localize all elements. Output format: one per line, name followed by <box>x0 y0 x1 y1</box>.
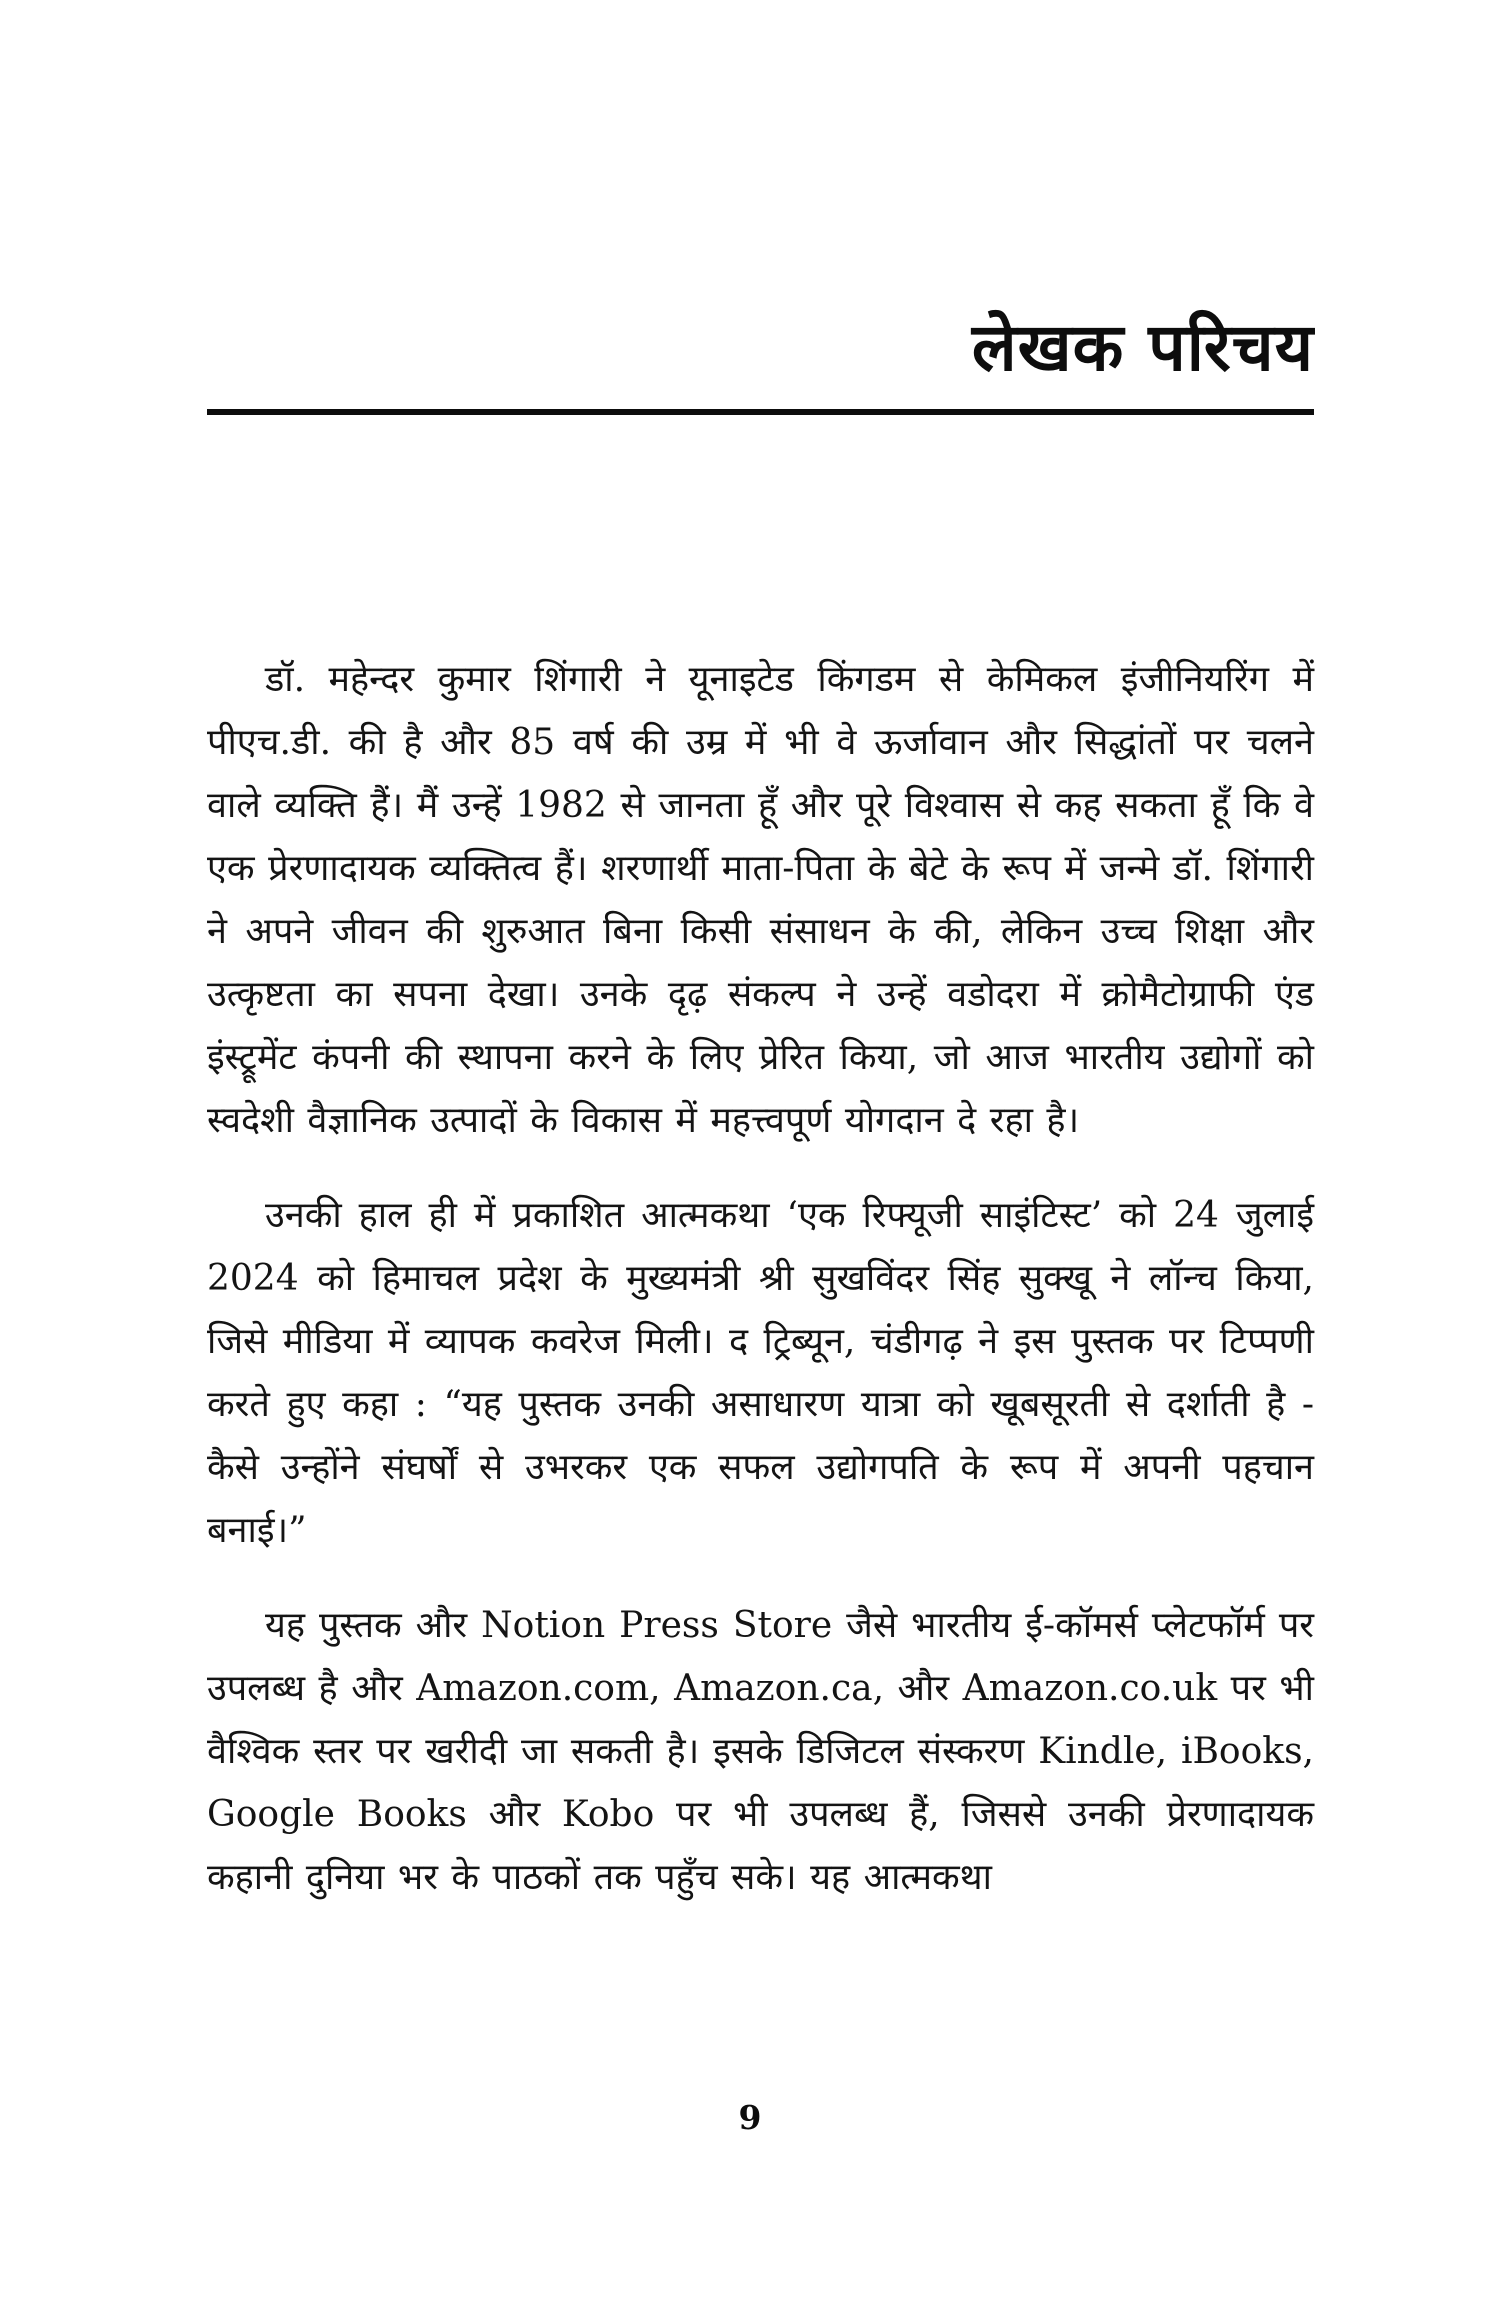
chapter-header <box>207 308 1314 415</box>
paragraph-1: डॉ. महेन्दर कुमार शिंगारी ने यूनाइटेड किंगडम से केमिकल इंजीनियरिंग में पीएच.डी. की है और 85 वर्ष की उम्र में भी वे ऊर्जावान और सिद्धांतों पर चलने वाले व्यक्ति हैं। मैं उन्हें 1982 से जानता हूँ और पूरे विश्वास से कह सकता हूँ कि वे एक प्रेरणादायक व्यक्तित्व हैं। शरणार्थी माता-पिता के बेटे के रूप में जन्मे डॉ. शिंगारी ने अपने जीवन की शुरुआत बिना किसी संसाधन के की, लेकिन उच्च शिक्षा और उत्कृष्टता का सपना देखा। उनके दृढ़ संकल्प ने उन्हें वडोदरा में क्रोमैटोग्राफी एंड इंस्ट्रूमेंट कंपनी की स्थापना करने के लिए प्रेरित किया, जो आज भारतीय उद्योगों को स्वदेशी वैज्ञानिक उत्पादों के विकास में महत्त्वपूर्ण योगदान दे रहा है। <box>207 659 1314 1141</box>
paragraph-2: उनकी हाल ही में प्रकाशित आत्मकथा ‘एक रिफ्यूजी साइंटिस्ट’ को 24 जुलाई 2024 को हिमाचल प्रदेश के मुख्यमंत्री श्री सुखविंदर सिंह सुक्खू ने लॉन्च किया, जिसे मीडिया में व्यापक कवरेज मिली। द ट्रिब्यून, चंडीगढ़ ने इस पुस्तक पर टिप्पणी करते हुए कहा : “यह पुस्तक उनकी असाधारण यात्रा को खूबसूरती से दर्शाती है - कैसे उन्होंने संघर्षों से उभरकर एक सफल उद्योगपति के रूप में अपनी पहचान बनाई।” <box>207 1195 1314 1551</box>
page-title: लेखक परिचय <box>971 308 1314 386</box>
paragraph-3: यह पुस्तक और Notion Press Store जैसे भारतीय ई-कॉमर्स प्लेटफॉर्म पर उपलब्ध है और Amazon.com, Amazon.ca, और Amazon.co.uk पर भी वैश्विक स्तर पर खरीदी जा सकती है। इसके डिजिटल संस्करण Kindle, iBooks, Google Books और Kobo पर भी उपलब्ध हैं, जिससे उनकी प्रेरणादायक कहानी दुनिया भर के पाठकों तक पहुँच सके। यह आत्मकथा <box>207 1605 1314 1898</box>
body-text <box>207 648 1314 1941</box>
heading-rule <box>207 409 1314 415</box>
page-number: 9 <box>738 2098 762 2137</box>
